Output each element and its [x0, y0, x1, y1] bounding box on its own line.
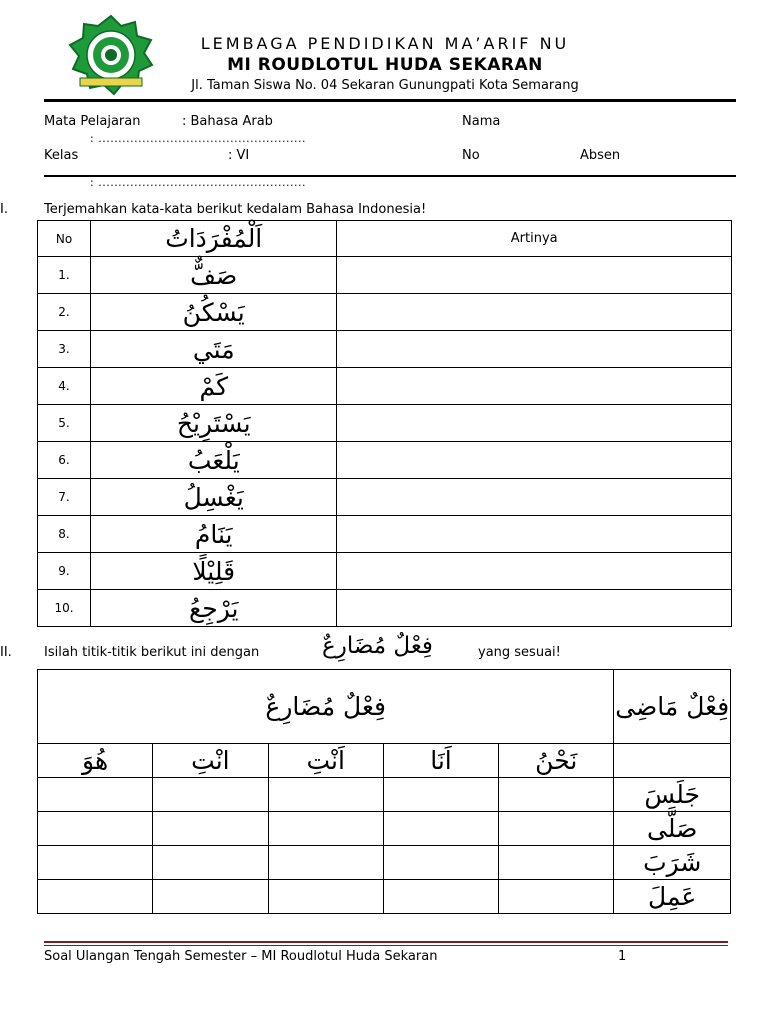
table-row	[38, 294, 732, 331]
table-row	[38, 405, 732, 442]
footer-rule-bottom	[44, 945, 728, 946]
row-number: 6.	[38, 442, 91, 479]
row-number: 10.	[38, 590, 91, 627]
absen-label: Absen	[580, 148, 621, 163]
table-row	[38, 331, 732, 368]
answer-cell[interactable]	[38, 880, 153, 914]
meaning-answer-cell[interactable]	[337, 479, 732, 516]
col-word-header: اَلْمُفْرَدَاتُ	[91, 221, 337, 257]
row-number: 1.	[38, 257, 91, 294]
table-row	[38, 479, 732, 516]
answer-cell[interactable]	[499, 778, 614, 812]
meaning-answer-cell[interactable]	[337, 294, 732, 331]
footer-rule-top	[44, 941, 728, 943]
class-label: Kelas	[44, 148, 79, 163]
arabic-word: يَسْتَرِيْحُ	[91, 405, 337, 442]
arabic-word: يَنَامُ	[91, 516, 337, 553]
answer-cell[interactable]	[153, 880, 268, 914]
answer-cell[interactable]	[38, 778, 153, 812]
meaning-answer-cell[interactable]	[337, 368, 732, 405]
verb-conjugation-table	[37, 669, 731, 914]
row-number: 7.	[38, 479, 91, 516]
arabic-word: مَتَي	[91, 331, 337, 368]
table-row	[38, 778, 731, 812]
answer-cell[interactable]	[499, 880, 614, 914]
arabic-word: قَلِيْلًا	[91, 553, 337, 590]
row-number: 8.	[38, 516, 91, 553]
answer-cell[interactable]	[383, 812, 498, 846]
madhi-verb: عَمِلَ	[614, 880, 731, 914]
row-number: 3.	[38, 331, 91, 368]
no-label: No	[462, 148, 480, 163]
answer-cell[interactable]	[38, 846, 153, 880]
arabic-word: يَسْكُنُ	[91, 294, 337, 331]
class-value: : VI	[228, 148, 250, 163]
section1-instruction: Terjemahkan kata-kata berikut kedalam Bahasa Indonesia!	[44, 202, 427, 217]
table-row	[38, 846, 731, 880]
table-row	[38, 516, 732, 553]
meaning-answer-cell[interactable]	[337, 331, 732, 368]
table-row	[38, 368, 732, 405]
answer-cell[interactable]	[153, 812, 268, 846]
pronoun-anti: انْتِ	[153, 744, 268, 778]
answer-cell[interactable]	[153, 778, 268, 812]
arabic-word: صَفٌّ	[91, 257, 337, 294]
meaning-answer-cell[interactable]	[337, 516, 732, 553]
table-row	[38, 553, 732, 590]
pronoun-nahnu: نَحْنُ	[499, 744, 614, 778]
section2-instruction-arabic: فِعْلٌ مُضَارِعٌ	[322, 633, 433, 659]
answer-cell[interactable]	[383, 846, 498, 880]
meaning-answer-cell[interactable]	[337, 405, 732, 442]
section1-number: I.	[0, 202, 8, 217]
vocabulary-table	[37, 220, 732, 627]
arabic-word: يَغْسِلُ	[91, 479, 337, 516]
table-row	[38, 880, 731, 914]
madhi-verb: صَلَّى	[614, 812, 731, 846]
col-no-header: No	[38, 221, 91, 257]
arabic-word: يَلْعَبُ	[91, 442, 337, 479]
footer-text: Soal Ulangan Tengah Semester – MI Roudlotul Huda Sekaran	[44, 949, 438, 964]
meaning-answer-cell[interactable]	[337, 257, 732, 294]
institution-name: LEMBAGA PENDIDIKAN MA’ARIF NU	[200, 34, 570, 53]
table-row	[38, 442, 732, 479]
row-number: 9.	[38, 553, 91, 590]
answer-cell[interactable]	[153, 846, 268, 880]
table-row	[38, 590, 732, 627]
madhi-verb: شَرَبَ	[614, 846, 731, 880]
header-mudhari: فِعْلٌ مُضَارِعٌ	[38, 670, 614, 744]
school-address: Jl. Taman Siswa No. 04 Sekaran Gunungpati Kota Semarang	[191, 78, 579, 93]
header-rule	[44, 99, 736, 102]
school-name: MI ROUDLOTUL HUDA SEKARAN	[227, 55, 543, 75]
arabic-word: يَرْجِعُ	[91, 590, 337, 627]
row-number: 5.	[38, 405, 91, 442]
subject-label: Mata Pelajaran	[44, 114, 141, 129]
answer-cell[interactable]	[38, 812, 153, 846]
section2-instruction-before: Isilah titik-titik berikut ini dengan	[44, 645, 260, 660]
answer-cell[interactable]	[499, 846, 614, 880]
table-row	[38, 257, 732, 294]
pronoun-huwa: هُوَ	[38, 744, 153, 778]
meaning-answer-cell[interactable]	[337, 553, 732, 590]
empty-cell	[614, 744, 731, 778]
section2-instruction-after: yang sesuai!	[478, 645, 561, 660]
madhi-verb: جَلَسَ	[614, 778, 731, 812]
answer-cell[interactable]	[383, 778, 498, 812]
no-dots: : ....................................................	[90, 176, 307, 189]
meaning-answer-cell[interactable]	[337, 590, 732, 627]
row-number: 4.	[38, 368, 91, 405]
row-number: 2.	[38, 294, 91, 331]
name-label: Nama	[462, 114, 501, 129]
section2-number: II.	[0, 645, 12, 660]
answer-cell[interactable]	[268, 812, 383, 846]
arabic-word: كَمْ	[91, 368, 337, 405]
col-meaning-header: Artinya	[337, 221, 732, 257]
answer-cell[interactable]	[268, 846, 383, 880]
pronoun-ana: اَنَا	[383, 744, 498, 778]
meaning-answer-cell[interactable]	[337, 442, 732, 479]
name-dots: : ....................................................	[90, 132, 307, 145]
answer-cell[interactable]	[383, 880, 498, 914]
answer-cell[interactable]	[268, 778, 383, 812]
answer-cell[interactable]	[268, 880, 383, 914]
table-row	[38, 812, 731, 846]
page-number: 1	[618, 949, 627, 964]
subject-value: : Bahasa Arab	[182, 114, 273, 129]
header-madhi: فِعْلٌ مَاضِى	[614, 670, 731, 744]
answer-cell[interactable]	[499, 812, 614, 846]
pronoun-anta: اَنْتِ	[268, 744, 383, 778]
